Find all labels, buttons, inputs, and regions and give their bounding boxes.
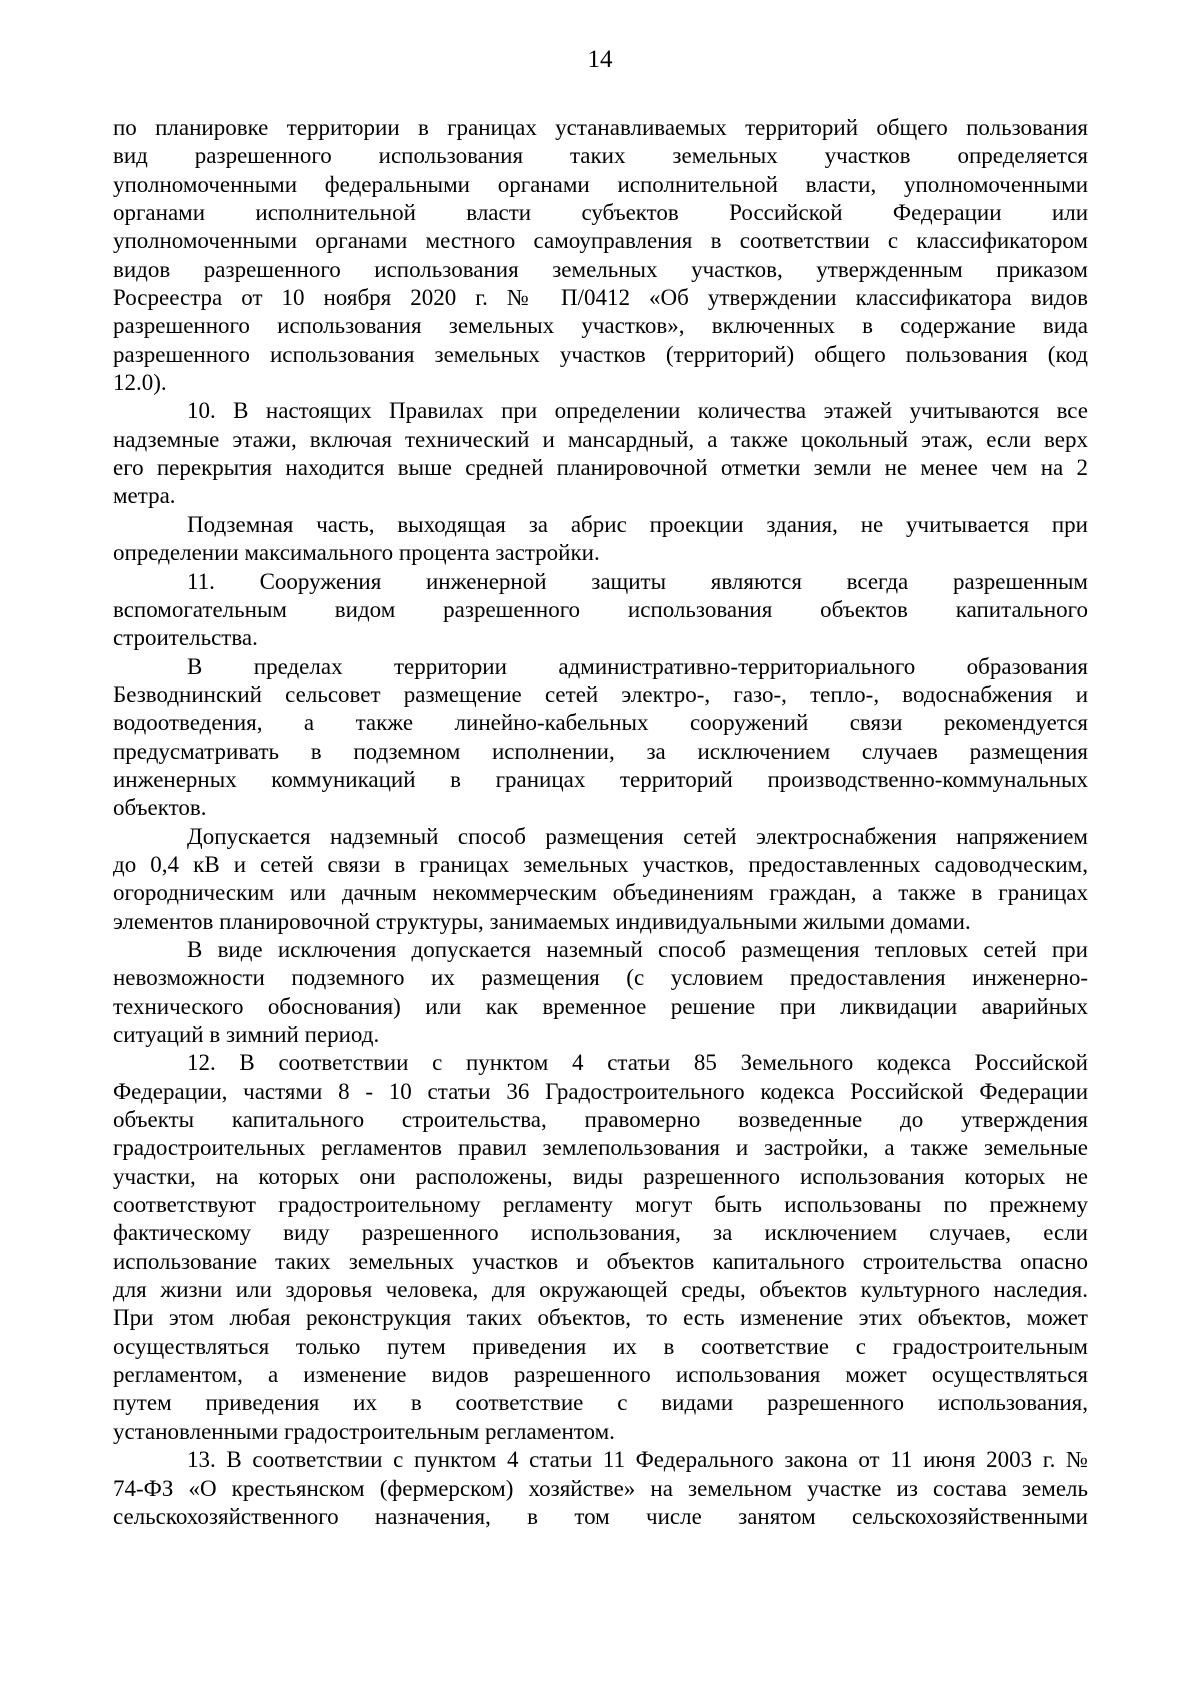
text-line: до 0,4 кВ и сетей связи в границах земельных участков, предоставленных садоводческим, bbox=[113, 851, 1088, 877]
text-line: ситуаций в зимний период. bbox=[113, 1022, 380, 1047]
text-line: путем приведения их в соответствие с видами разрешенного использования, bbox=[113, 1390, 1088, 1416]
text-line: осуществляться только путем приведения их в соответствие с градостроительным bbox=[113, 1333, 1088, 1359]
text-line: органами исполнительной власти субъектов Российской Федерации или bbox=[113, 200, 1088, 226]
text-line: установленными градостроительным регламентом. bbox=[113, 1418, 615, 1444]
text-line: его перекрытия находится выше средней планировочной отметки земли не менее чем на 2 bbox=[113, 455, 1088, 481]
text-line: В виде исключения допускается наземный способ размещения тепловых сетей при bbox=[187, 936, 1088, 962]
text-line: фактическому виду разрешенного использования, за исключением случаев, если bbox=[113, 1220, 1088, 1246]
text-line: видов разрешенного использования земельных участков, утвержденным приказом bbox=[113, 256, 1088, 282]
text-line: уполномоченными федеральными органами исполнительной власти, уполномоченными bbox=[113, 171, 1088, 197]
text-line: объектов. bbox=[113, 795, 207, 821]
text-line: уполномоченными органами местного самоуправления в соответствии с классификатором bbox=[113, 228, 1088, 254]
text-line: градостроительных регламентов правил землепользования и застройки, а также земельные bbox=[113, 1135, 1088, 1161]
text-line: элементов планировочной структуры, занимаемых индивидуальными жилыми домами. bbox=[113, 908, 971, 934]
text-line: использование таких земельных участков и объектов капитального строительства опасно bbox=[113, 1248, 1088, 1274]
text-line: невозможности подземного их размещения (с условием предоставления инженерно- bbox=[113, 965, 1088, 991]
text-line: 74-ФЗ «О крестьянском (фермерском) хозяйстве» на земельном участке из состава земель bbox=[113, 1475, 1088, 1501]
text-line: определении максимального процента застройки. bbox=[113, 540, 600, 566]
text-line: вид разрешенного использования таких земельных участков определяется bbox=[113, 143, 1088, 169]
text-line: регламентом, а изменение видов разрешенного использования может осуществляться bbox=[113, 1362, 1088, 1388]
text-line: Федерации, частями 8 - 10 статьи 36 Градостроительного кодекса Российской Федерации bbox=[113, 1078, 1088, 1104]
text-line: технического обоснования) или как временное решение при ликвидации аварийных bbox=[113, 993, 1088, 1019]
text-line: 13. В соответствии с пунктом 4 статьи 11 Федерального закона от 11 июня 2003 г. № bbox=[187, 1447, 1088, 1473]
text-line: разрешенного использования земельных участков (территорий) общего пользования (код bbox=[113, 341, 1088, 367]
text-line: объекты капитального строительства, правомерно возведенные до утверждения bbox=[113, 1107, 1088, 1133]
text-line: Росреестра от 10 ноября 2020 г. № П/0412 «Об утверждении классификатора видов bbox=[113, 285, 1088, 311]
text-line: надземные этажи, включая технический и мансардный, а также цокольный этаж, если верх bbox=[113, 426, 1088, 452]
text-line: При этом любая реконструкция таких объектов, то есть изменение этих объектов, может bbox=[113, 1305, 1088, 1331]
text-line: метра. bbox=[113, 483, 176, 509]
text-line: В пределах территории административно-территориального образования bbox=[187, 653, 1088, 679]
text-line: для жизни или здоровья человека, для окружающей среды, объектов культурного наследия. bbox=[113, 1277, 1088, 1303]
page-number: 14 bbox=[587, 46, 613, 73]
text-line: предусматривать в подземном исполнении, за исключением случаев размещения bbox=[113, 738, 1088, 764]
text-line: 12.0). bbox=[113, 370, 167, 396]
text-line: разрешенного использования земельных участков», включенных в содержание вида bbox=[113, 313, 1088, 339]
text-line: 11. Сооружения инженерной защиты являются всегда разрешенным bbox=[187, 568, 1088, 594]
text-line: строительства. bbox=[113, 625, 258, 651]
text-line: участки, на которых они расположены, виды разрешенного использования которых не bbox=[113, 1163, 1088, 1189]
text-line: 10. В настоящих Правилах при определении количества этажей учитываются все bbox=[187, 398, 1088, 424]
text-line: по планировке территории в границах устанавливаемых территорий общего пользования bbox=[113, 115, 1088, 140]
text-line: вспомогательным видом разрешенного использования объектов капитального bbox=[113, 596, 1088, 622]
text-line: 12. В соответствии с пунктом 4 статьи 85 Земельного кодекса Российской bbox=[187, 1050, 1088, 1076]
text-line: Подземная часть, выходящая за абрис проекции здания, не учитывается при bbox=[187, 511, 1088, 537]
text-line: огородническим или дачным некоммерческим объединениям граждан, а также в границах bbox=[113, 880, 1088, 906]
text-line: водоотведения, а также линейно-кабельных сооружений связи рекомендуется bbox=[113, 710, 1088, 736]
text-line: Допускается надземный способ размещения сетей электроснабжения напряжением bbox=[187, 823, 1088, 849]
text-line: инженерных коммуникаций в границах территорий производственно-коммунальных bbox=[113, 766, 1088, 792]
text-line: Безводнинский сельсовет размещение сетей электро-, газо-, тепло-, водоснабжения и bbox=[113, 681, 1088, 707]
text-line: сельскохозяйственного назначения, в том числе занятом сельскохозяйственными bbox=[113, 1503, 1088, 1529]
document-body-text bbox=[113, 114, 1088, 1531]
text-line: соответствуют градостроительному регламенту могут быть использованы по прежнему bbox=[113, 1192, 1088, 1218]
